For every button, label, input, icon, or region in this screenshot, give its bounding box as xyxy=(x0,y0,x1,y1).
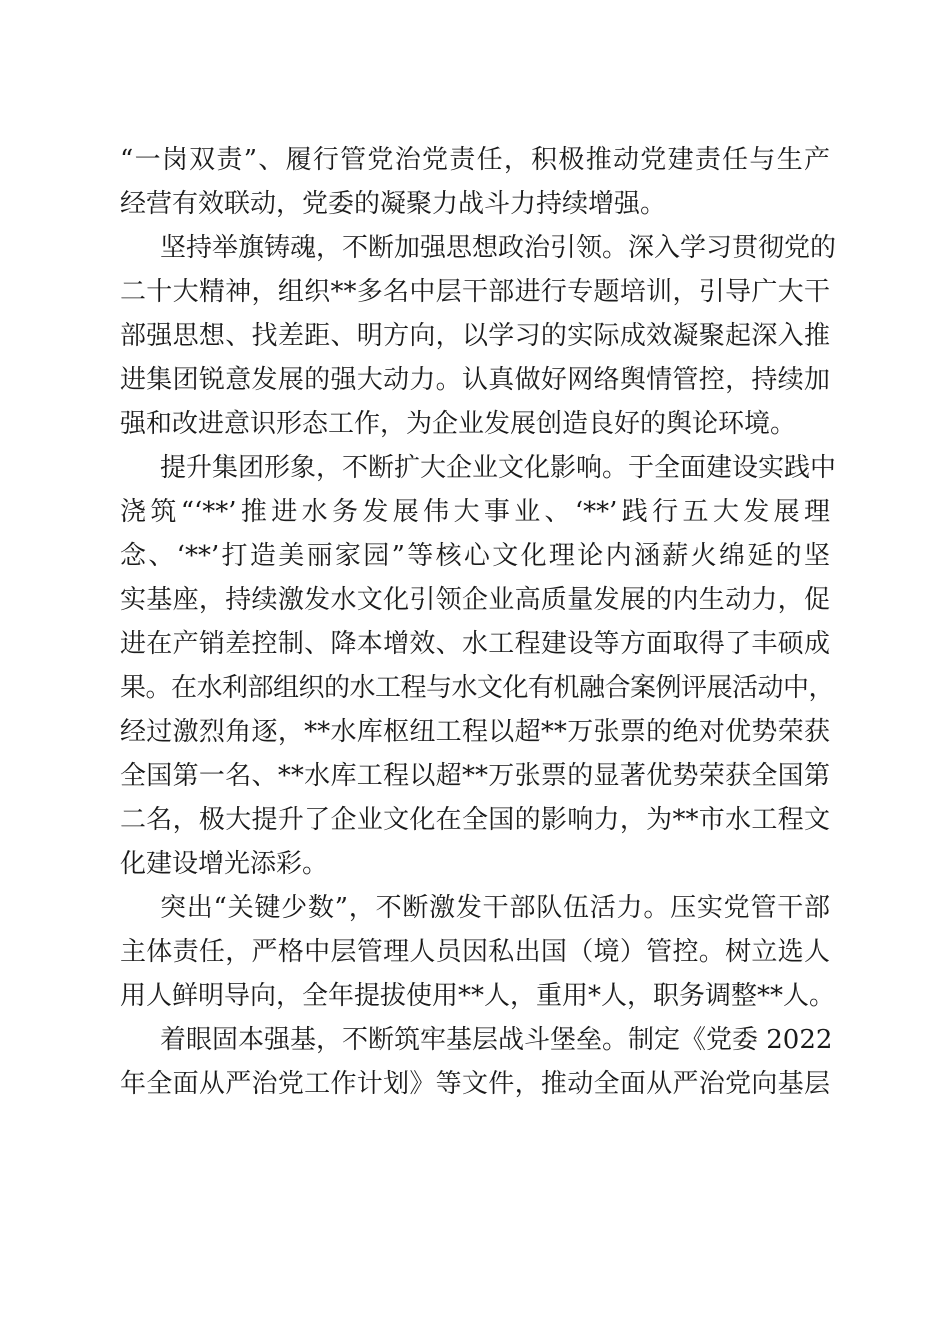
text-line: 二十大精神，组织**多名中层干部进行专题培训，引导广大干 xyxy=(120,277,830,307)
text-line: 进集团锐意发展的强大动力。认真做好网络舆情管控，持续加 xyxy=(120,365,830,395)
text-line: 经过激烈角逐，**水库枢纽工程以超**万张票的绝对优势荣获 xyxy=(120,717,830,747)
text-line: 二名，极大提升了企业文化在全国的影响力，为**市水工程文 xyxy=(120,805,830,835)
text-line: 化建设增光添彩。 xyxy=(120,849,329,879)
text-line: 强和改进意识形态工作，为企业发展创造良好的舆论环境。 xyxy=(120,409,797,439)
text-line: 实基座，持续激发水文化引领企业高质量发展的内生动力，促 xyxy=(120,585,830,615)
text-line: 用人鲜明导向，全年提拔使用**人，重用*人，职务调整**人。 xyxy=(120,981,836,1011)
text-line: “一岗双责”、履行管党治党责任，积极推动党建责任与生产 xyxy=(120,145,830,175)
paragraph-start-line: 提升集团形象，不断扩大企业文化影响。于全面建设实践中 xyxy=(160,453,837,483)
text-line: 果。在水利部组织的水工程与水文化有机融合案例评展活动中， xyxy=(120,673,835,703)
text-line: 进在产销差控制、降本增效、水工程建设等方面取得了丰硕成 xyxy=(120,629,830,659)
document-body xyxy=(120,138,837,1106)
text-line: 念、‘**’打造美丽家园”等核心文化理论内涵薪火绵延的坚 xyxy=(120,541,830,571)
paragraph-start-line: 坚持举旗铸魂，不断加强思想政治引领。深入学习贯彻党的 xyxy=(160,233,837,263)
paragraph-start-line: 突出“关键少数”，不断激发干部队伍活力。压实党管干部 xyxy=(160,893,830,923)
text-line: 全国第一名、**水库工程以超**万张票的显著优势荣获全国第 xyxy=(120,761,830,791)
text-line: 年全面从严治党工作计划》等文件，推动全面从严治党向基层 xyxy=(120,1069,830,1099)
text-line: 部强思想、找差距、明方向，以学习的实际成效凝聚起深入推 xyxy=(120,321,830,351)
paragraph-start-line: 着眼固本强基，不断筑牢基层战斗堡垒。制定《党委 2022 xyxy=(160,1025,833,1055)
text-line: 浇筑“‘**’推进水务发展伟大事业、‘**’践行五大发展理 xyxy=(120,497,830,527)
text-line: 经营有效联动，党委的凝聚力战斗力持续增强。 xyxy=(120,189,667,219)
text-line: 主体责任，严格中层管理人员因私出国（境）管控。树立选人 xyxy=(120,937,830,967)
